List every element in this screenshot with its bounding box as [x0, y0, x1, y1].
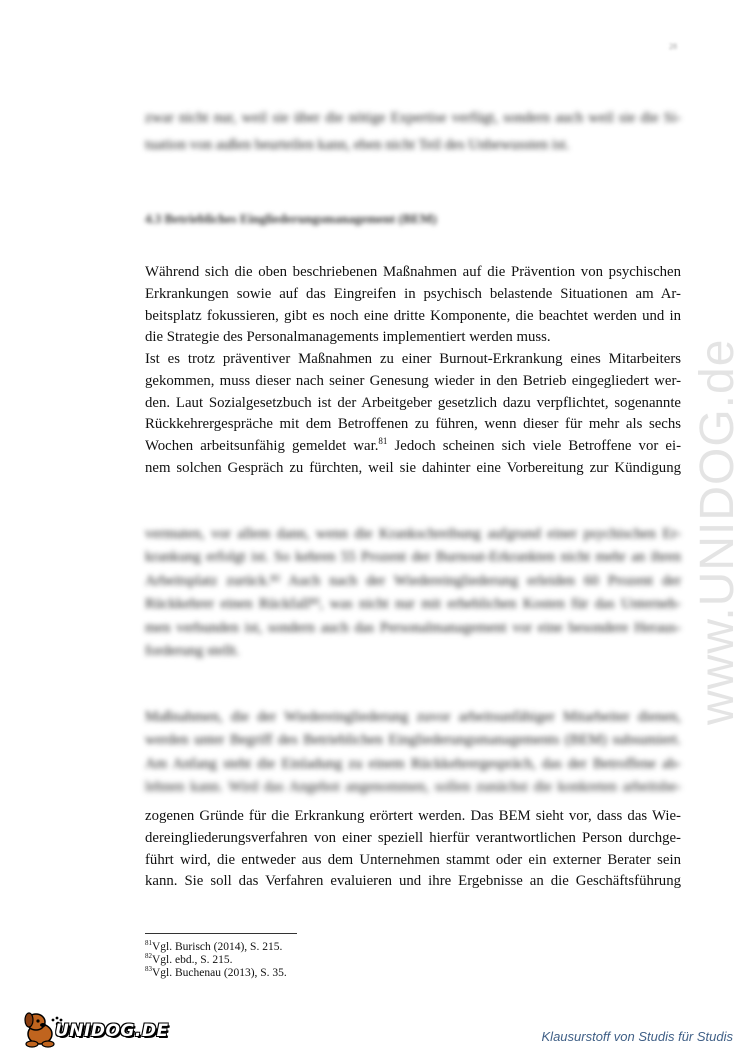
text-line-with-footnote [145, 436, 681, 458]
footnote-text: Vgl. Buchenau (2013), S. 35. [152, 967, 287, 979]
text-line: gekommen, muss dieser nach seiner Genesung wieder in den Betrieb eingegliedert wer- [145, 372, 681, 389]
watermark-text: www.UNIDOG.de [691, 338, 744, 725]
text-line: führt wird, die entweder aus dem Unternehmen stammt oder ein externer Berater sein [145, 851, 681, 868]
text-segment: Jedoch scheinen sich viele Betroffene vor ei- [387, 438, 681, 455]
text-line: zogenen Gründe für die Erkrankung erörtert werden. Das BEM sieht vor, dass das Wie- [145, 808, 681, 824]
text-line: men verbunden ist, sondern auch das Personalmanagement vor eine besondere Heraus- [145, 619, 681, 636]
text-line: tuation von außen beurteilen kann, eben nicht Teil des Unbewussten ist. [145, 137, 570, 153]
text-line: den. Laut Sozialgesetzbuch ist der Arbeitgeber gesetzlich dazu verpflichtet, sogenannte [145, 394, 681, 411]
text-line: lehnen kann. Wird das Angebot angenommen, sollen zunächst die konkreten arbeitsbe- [145, 779, 681, 796]
text-line: forderung stellt. [145, 643, 240, 660]
page-number: 28 [669, 42, 677, 51]
text-line: Rückkehrer einen Rückfall⁸³, was nicht nur mit erheblichen Kosten für das Unterneh- [145, 596, 681, 613]
paragraph-2-blurred [145, 523, 681, 663]
footnote-number: 83 [145, 965, 152, 974]
top-paragraph [145, 105, 681, 159]
text-line: krankung erfolgt ist. So kehren 55 Prozent der Burnout-Erkrankten nicht mehr an ihren [145, 549, 681, 566]
footnote-divider [145, 933, 297, 934]
text-segment: Wochen arbeitsunfähig gemeldet war. [145, 438, 379, 455]
footnote-text: Vgl. Burisch (2014), S. 215. [152, 941, 283, 953]
footnote [145, 941, 287, 954]
text-line: Ist es trotz präventiver Maßnahmen zu einer Burnout-Erkrankung eines Mitarbeiters [145, 351, 681, 367]
text-line: Maßnahmen, die der Wiedereingliederung zuvor arbeitsunfähiger Mitarbeiter dienen, [145, 709, 681, 725]
footnotes [145, 941, 287, 980]
text-line: kann. Sie soll das Verfahren evaluieren und ihre Ergebnisse an die Geschäftsführung [145, 873, 681, 890]
text-line: werden unter Begriff des Betrieblichen Eingliederungsmanagements (BEM) subsumiert. [145, 732, 681, 749]
footnote-marker: 81 [378, 436, 388, 447]
tagline: Klausurstoff von Studis für Studis [541, 1029, 733, 1044]
paragraph-2 [145, 349, 681, 480]
footnote-text: Vgl. ebd., S. 215. [152, 954, 233, 966]
paragraph-3-blurred [145, 706, 681, 800]
text-line: Rückkehrergespräche mit dem Betroffenen zu führen, wenn dieser für mehr als sechs [145, 416, 681, 433]
text-line: Erkrankungen sowie auf das Eingreifen in psychisch belastende Situationen am Ar- [145, 285, 681, 302]
text-line: vermuten, vor allem dann, wenn die Krankschreibung aufgrund einer psychischen Er- [145, 526, 681, 542]
text-line: nem solchen Gespräch zu fürchten, weil sie dahinter eine Vorbereitung zur Kündigung [145, 459, 681, 476]
text-line: die Strategie des Personalmanagements implementiert werden muss. [145, 329, 551, 346]
text-line: zwar nicht nur, weil sie über die nötige Expertise verfügt, sondern auch weil sie die Si- [145, 110, 681, 126]
footnote-number: 81 [145, 939, 152, 948]
footnote [145, 967, 287, 980]
footnote-number: 82 [145, 952, 152, 961]
paragraph-1 [145, 262, 681, 349]
text-line: Arbeitsplatz zurück.⁸² Auch nach der Wiedereingliederung erleiden 60 Prozent der [145, 572, 681, 589]
text-line: Am Anfang steht die Einladung zu einem Rückkehrergespräch, das der Betroffene ab- [145, 755, 681, 772]
paragraph-3 [145, 806, 681, 893]
text-line: dereingliederungsverfahren von einer speziell hierfür verantwortlichen Person durchge- [145, 829, 681, 846]
text-line: beitsplatz fokussieren, gibt es noch eine dritte Komponente, die beachtet werden und in [145, 307, 681, 324]
logo-text: UNIDOG.DE [55, 1021, 169, 1041]
section-heading: 4.3 Betriebliches Eingliederungsmanagement (BEM) [145, 211, 437, 226]
footnote [145, 954, 287, 967]
text-line: Während sich die oben beschriebenen Maßnahmen auf die Prävention von psychischen [145, 264, 681, 280]
